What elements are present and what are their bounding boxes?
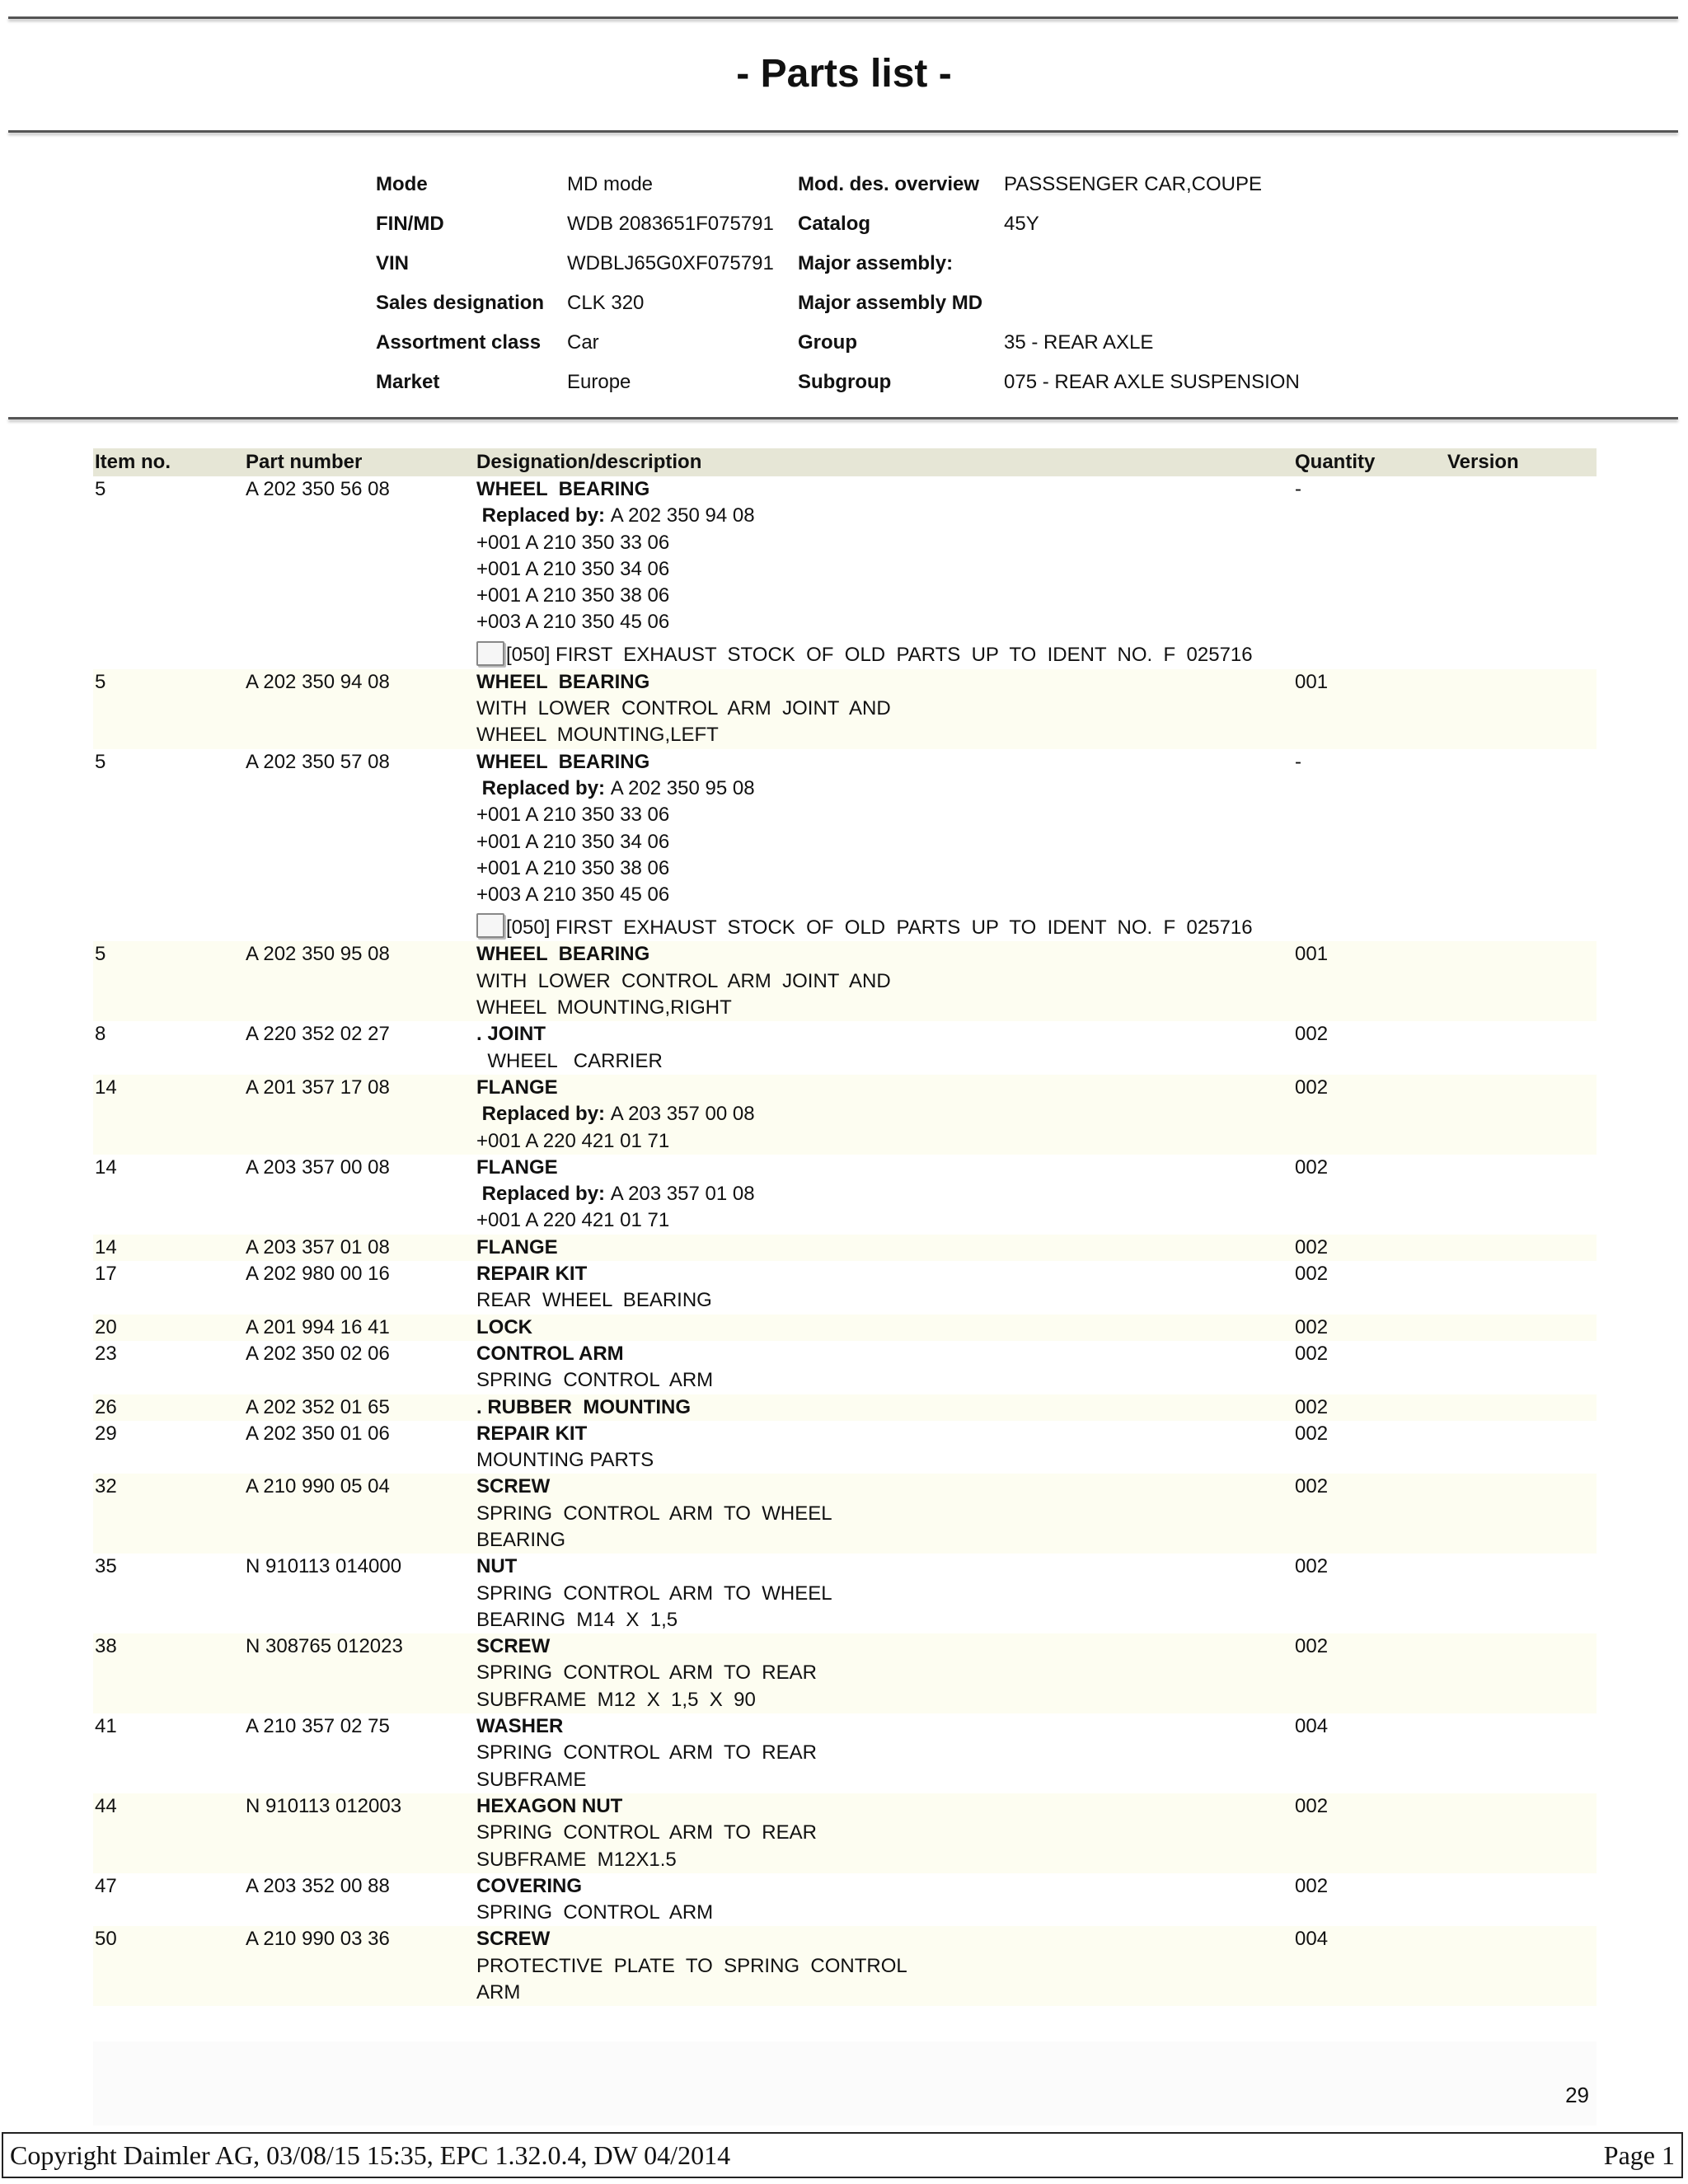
quantity: 002 <box>1295 1794 1329 1817</box>
description-line: SPRING CONTROL ARM TO REAR <box>476 1821 817 1844</box>
description <box>476 476 1295 669</box>
table-row <box>93 1713 1597 1793</box>
description-line: SPRING CONTROL ARM <box>476 1901 714 1924</box>
item-number: 20 <box>95 1315 117 1338</box>
part-number: A 210 990 03 36 <box>246 1928 390 1951</box>
column-header-version: Version <box>1447 451 1519 473</box>
quantity: 002 <box>1295 1475 1329 1498</box>
part-number: A 203 357 01 08 <box>246 1235 390 1258</box>
description-line: SPRING CONTROL ARM <box>476 1369 714 1392</box>
table-row <box>93 1633 1597 1713</box>
description-line: WHEEL MOUNTING,LEFT <box>476 724 719 747</box>
footnote-line <box>476 636 1295 669</box>
part-number: A 201 994 16 41 <box>246 1315 390 1338</box>
part-name: SCREW <box>476 1928 551 1951</box>
description <box>476 1341 1295 1394</box>
replaced-by-line <box>476 503 1295 529</box>
part-number: A 202 350 02 06 <box>246 1342 390 1365</box>
item-number: 14 <box>95 1076 117 1099</box>
column-header-part: Part number <box>246 451 363 473</box>
table-body <box>93 476 1597 2006</box>
description-line: BEARING M14 X 1,5 <box>476 1608 678 1631</box>
table-row <box>93 1793 1597 1873</box>
info-label: Major assembly MD <box>798 292 983 314</box>
part-name: FLANGE <box>476 1235 558 1258</box>
info-label: Sales designation <box>376 292 545 314</box>
description <box>476 1793 1295 1873</box>
description <box>476 1075 1295 1155</box>
replaced-by-label: Replaced by: <box>476 1103 611 1126</box>
info-value: WDB 2083651F075791 <box>567 213 774 235</box>
quantity: 001 <box>1295 943 1329 966</box>
item-number: 35 <box>95 1555 117 1578</box>
column-header-item: Item no. <box>95 451 171 473</box>
vehicle-info <box>376 165 1334 402</box>
part-number: A 210 357 02 75 <box>246 1715 390 1738</box>
info-value: 35 - REAR AXLE <box>1004 331 1154 354</box>
info-value: Europe <box>567 371 631 393</box>
description-line: WHEEL MOUNTING,RIGHT <box>476 996 732 1019</box>
item-number: 17 <box>95 1263 117 1286</box>
part-number: A 203 352 00 88 <box>246 1874 390 1897</box>
footnote-text: [050] FIRST EXHAUST STOCK OF OLD PARTS UP TO IDENT NO. F 025716 <box>506 644 1253 667</box>
part-number: A 202 352 01 65 <box>246 1395 390 1418</box>
info-row <box>376 363 1334 402</box>
info-value: MD mode <box>567 173 654 195</box>
info-row <box>376 323 1334 363</box>
description-line: MOUNTING PARTS <box>476 1449 654 1472</box>
info-value: WDBLJ65G0XF075791 <box>567 252 774 274</box>
item-number: 5 <box>95 943 106 966</box>
description <box>476 1554 1295 1633</box>
description <box>476 1261 1295 1315</box>
part-name: REPAIR KIT <box>476 1263 588 1286</box>
quantity: 002 <box>1295 1342 1329 1365</box>
description <box>476 1394 1295 1421</box>
replaced-by-label: Replaced by: <box>476 504 611 527</box>
footnote-line <box>476 908 1295 941</box>
part-number: A 202 350 95 08 <box>246 943 390 966</box>
info-value: 45Y <box>1004 213 1039 235</box>
description-line: SUBFRAME M12X1.5 <box>476 1848 677 1871</box>
replacement-part: A 202 350 95 08 <box>610 776 755 799</box>
info-label: Mod. des. overview <box>798 173 980 195</box>
description <box>476 1421 1295 1474</box>
title-rule <box>8 130 1678 133</box>
part-name: COVERING <box>476 1874 583 1897</box>
table-row <box>93 1421 1597 1474</box>
info-row <box>376 284 1334 323</box>
part-name: WHEEL BEARING <box>476 750 650 773</box>
description-line: SPRING CONTROL ARM TO WHEEL <box>476 1502 832 1525</box>
part-name: SCREW <box>476 1635 551 1658</box>
quantity: 002 <box>1295 1874 1329 1897</box>
part-number: A 210 990 05 04 <box>246 1475 390 1498</box>
parts-table <box>93 448 1597 2006</box>
description <box>476 1873 1295 1927</box>
description-line: SUBFRAME <box>476 1768 587 1791</box>
description <box>476 1155 1295 1235</box>
quantity: 002 <box>1295 1422 1329 1445</box>
info-value: Car <box>567 331 599 354</box>
description-line: +001 A 210 350 33 06 <box>476 804 670 827</box>
item-number: 5 <box>95 750 106 773</box>
quantity: - <box>1295 478 1301 500</box>
part-name: SCREW <box>476 1475 551 1498</box>
description <box>476 1021 1295 1075</box>
replaced-by-line <box>476 1101 1295 1127</box>
footnote-text: [050] FIRST EXHAUST STOCK OF OLD PARTS UP TO IDENT NO. F 025716 <box>506 916 1253 940</box>
quantity: 002 <box>1295 1315 1329 1338</box>
table-row <box>93 1235 1597 1261</box>
info-label: Mode <box>376 173 428 195</box>
info-label: Assortment class <box>376 331 542 354</box>
part-name: . RUBBER MOUNTING <box>476 1395 691 1418</box>
info-value: CLK 320 <box>567 292 645 314</box>
quantity: 002 <box>1295 1635 1329 1658</box>
description-line: WITH LOWER CONTROL ARM JOINT AND <box>476 969 891 992</box>
table-row <box>93 1155 1597 1235</box>
table-row <box>93 749 1597 942</box>
part-number: A 202 350 01 06 <box>246 1422 390 1445</box>
table-row <box>93 1554 1597 1633</box>
item-number: 32 <box>95 1475 117 1498</box>
part-number: N 910113 014000 <box>246 1555 402 1578</box>
part-number: A 202 350 94 08 <box>246 670 390 693</box>
part-number: A 220 352 02 27 <box>246 1023 390 1046</box>
replaced-by-label: Replaced by: <box>476 776 611 799</box>
info-label: Group <box>798 331 857 354</box>
info-label: Catalog <box>798 213 871 235</box>
part-name: FLANGE <box>476 1076 558 1099</box>
description-line: +001 A 210 350 38 06 <box>476 584 670 607</box>
description-line: +001 A 210 350 34 06 <box>476 830 670 853</box>
page-title: - Parts list - <box>736 52 952 96</box>
column-header-quantity: Quantity <box>1295 451 1376 473</box>
description-line: BEARING <box>476 1528 566 1551</box>
part-number: A 202 980 00 16 <box>246 1263 390 1286</box>
info-label: VIN <box>376 252 410 274</box>
replacement-part: A 202 350 94 08 <box>610 504 755 527</box>
item-number: 50 <box>95 1928 117 1951</box>
quantity: 002 <box>1295 1076 1329 1099</box>
table-row <box>93 1315 1597 1341</box>
item-number: 23 <box>95 1342 117 1365</box>
info-label: Major assembly: <box>798 252 954 274</box>
info-value: 075 - REAR AXLE SUSPENSION <box>1004 371 1300 393</box>
info-value: PASSSENGER CAR,COUPE <box>1004 173 1262 195</box>
part-name: LOCK <box>476 1315 532 1338</box>
item-number: 38 <box>95 1635 117 1658</box>
info-row <box>376 165 1334 204</box>
description <box>476 1235 1295 1261</box>
description-line: SPRING CONTROL ARM TO REAR <box>476 1741 817 1765</box>
part-number: A 203 357 00 08 <box>246 1155 390 1179</box>
info-label: Market <box>376 371 440 393</box>
note-icon <box>476 641 504 666</box>
description-line: +003 A 210 350 45 06 <box>476 611 670 634</box>
description-line: +001 A 220 421 01 71 <box>476 1129 670 1152</box>
copyright-text: Copyright Daimler AG, 03/08/15 15:35, EPC 1.32.0.4, DW 04/2014 <box>10 2139 731 2170</box>
part-number: N 910113 012003 <box>246 1794 402 1817</box>
item-number: 5 <box>95 670 106 693</box>
quantity: 002 <box>1295 1555 1329 1578</box>
note-icon <box>476 913 504 938</box>
item-number: 44 <box>95 1794 117 1817</box>
replaced-by-label: Replaced by: <box>476 1183 611 1206</box>
description-line: ARM <box>476 1981 521 2004</box>
table-row <box>93 941 1597 1021</box>
description-line: +003 A 210 350 45 06 <box>476 883 670 907</box>
description-line: SPRING CONTROL ARM TO WHEEL <box>476 1582 832 1605</box>
quantity: 001 <box>1295 670 1329 693</box>
part-name: WHEEL BEARING <box>476 943 650 966</box>
info-row <box>376 244 1334 284</box>
part-name: CONTROL ARM <box>476 1342 624 1365</box>
description <box>476 1926 1295 2006</box>
item-number: 5 <box>95 478 106 500</box>
replaced-by-line <box>476 1181 1295 1207</box>
table-row <box>93 1021 1597 1075</box>
info-rule <box>8 417 1678 419</box>
replacement-part: A 203 357 01 08 <box>610 1183 755 1206</box>
footer-page: Page 1 <box>1603 2139 1675 2170</box>
part-name: FLANGE <box>476 1155 558 1179</box>
part-name: WASHER <box>476 1715 564 1738</box>
quantity: 002 <box>1295 1263 1329 1286</box>
item-number: 8 <box>95 1023 106 1046</box>
description-line: +001 A 220 421 01 71 <box>476 1209 670 1232</box>
table-row <box>93 1873 1597 1927</box>
quantity: 004 <box>1295 1928 1329 1951</box>
description <box>476 941 1295 1021</box>
part-name: REPAIR KIT <box>476 1422 588 1445</box>
quantity: 002 <box>1295 1395 1329 1418</box>
description <box>476 1474 1295 1554</box>
part-name: HEXAGON NUT <box>476 1794 623 1817</box>
table-header <box>93 448 1597 476</box>
part-name: NUT <box>476 1555 518 1578</box>
item-number: 41 <box>95 1715 117 1738</box>
description-line: WHEEL CARRIER <box>476 1049 663 1072</box>
page-number: 29 <box>1565 2083 1589 2107</box>
part-number: A 202 350 56 08 <box>246 478 390 500</box>
quantity: 002 <box>1295 1235 1329 1258</box>
item-number: 14 <box>95 1155 117 1179</box>
table-row <box>93 1075 1597 1155</box>
description <box>476 1633 1295 1713</box>
description-line: WITH LOWER CONTROL ARM JOINT AND <box>476 697 891 720</box>
description-line: +001 A 210 350 34 06 <box>476 557 670 580</box>
quantity: - <box>1295 750 1301 773</box>
table-row <box>93 1341 1597 1394</box>
description-line: +001 A 210 350 38 06 <box>476 856 670 879</box>
description-line: SUBFRAME M12 X 1,5 X 90 <box>476 1688 756 1711</box>
description <box>476 1315 1295 1341</box>
table-row <box>93 1474 1597 1554</box>
part-number: A 201 357 17 08 <box>246 1076 390 1099</box>
quantity: 002 <box>1295 1023 1329 1046</box>
footer <box>2 2132 1683 2178</box>
item-number: 14 <box>95 1235 117 1258</box>
table-row <box>93 669 1597 749</box>
description-line: PROTECTIVE PLATE TO SPRING CONTROL <box>476 1954 907 1977</box>
part-number: A 202 350 57 08 <box>246 750 390 773</box>
column-header-description: Designation/description <box>476 451 702 473</box>
item-number: 26 <box>95 1395 117 1418</box>
table-row <box>93 476 1597 669</box>
item-number: 29 <box>95 1422 117 1445</box>
description-line: +001 A 210 350 33 06 <box>476 531 670 554</box>
quantity: 004 <box>1295 1715 1329 1738</box>
quantity: 002 <box>1295 1155 1329 1179</box>
table-row <box>93 1926 1597 2006</box>
description <box>476 669 1295 749</box>
table-filler <box>93 2041 1597 2125</box>
info-label: Subgroup <box>798 371 892 393</box>
description-line: REAR WHEEL BEARING <box>476 1289 712 1312</box>
replaced-by-line <box>476 776 1295 802</box>
info-label: FIN/MD <box>376 213 444 235</box>
part-name: WHEEL BEARING <box>476 670 650 693</box>
replacement-part: A 203 357 00 08 <box>610 1103 755 1126</box>
item-number: 47 <box>95 1874 117 1897</box>
description-line: SPRING CONTROL ARM TO REAR <box>476 1661 817 1685</box>
description <box>476 1713 1295 1793</box>
table-row <box>93 1261 1597 1315</box>
table-row <box>93 1394 1597 1421</box>
part-name: . JOINT <box>476 1023 546 1046</box>
description <box>476 749 1295 942</box>
part-number: N 308765 012023 <box>246 1635 403 1658</box>
top-rule <box>8 16 1678 19</box>
info-row <box>376 204 1334 244</box>
part-name: WHEEL BEARING <box>476 478 650 500</box>
